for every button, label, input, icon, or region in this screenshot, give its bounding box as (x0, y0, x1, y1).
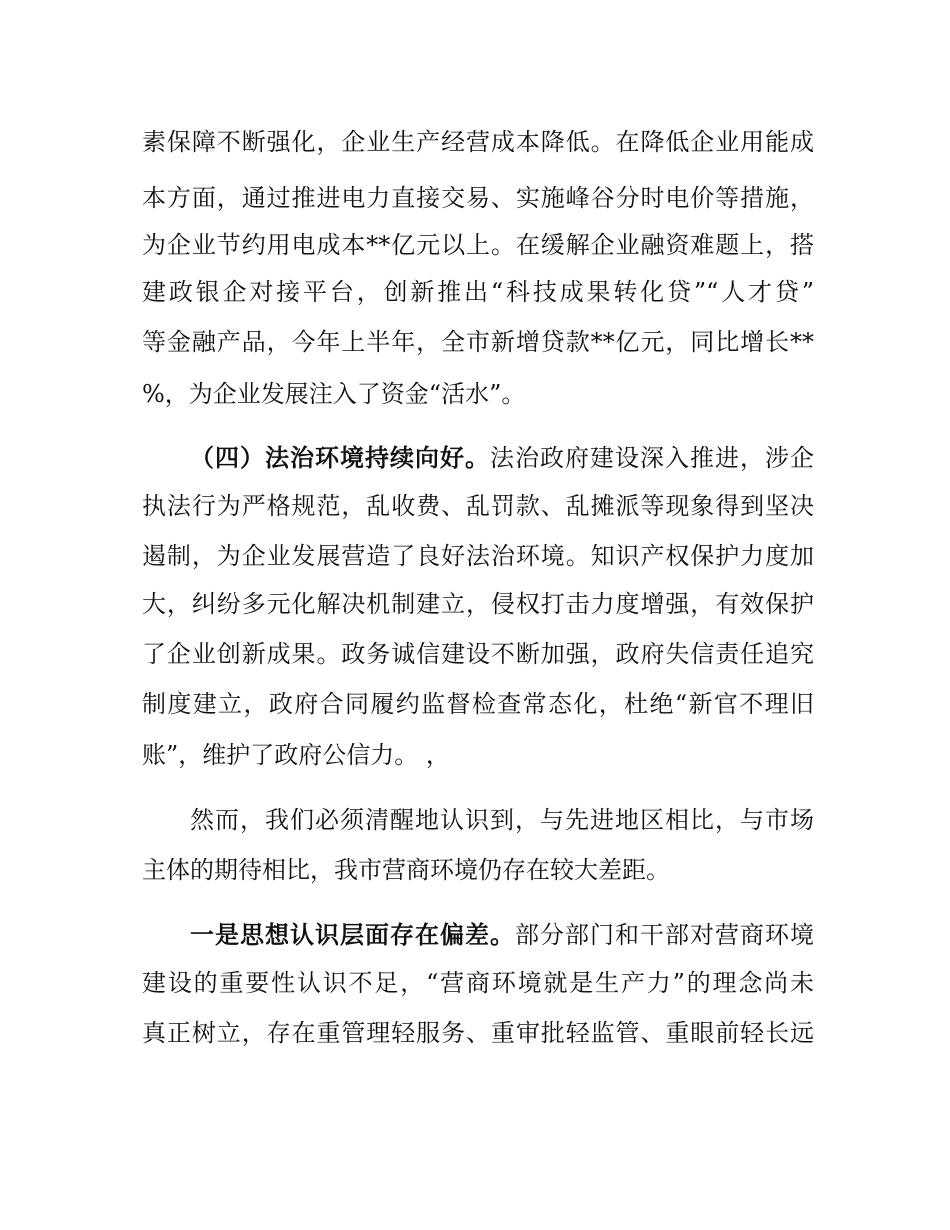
paragraph-line: 执法行为严格规范，乱收费、乱罚款、乱摊派等现象得到坚决 (142, 492, 814, 520)
paragraph-line: 主体的期待相比，我市营商环境仍存在较大差距。 (142, 856, 670, 884)
section-heading: 一是思想认识层面存在偏差。 (190, 921, 515, 949)
paragraph-line: 建设的重要性认识不足，“营商环境就是生产力”的理念尚未 (142, 969, 814, 997)
paragraph-line: 大，纠纷多元化解决机制建立，侵权打击力度增强，有效保护 (142, 590, 814, 618)
paragraph-line: 素保障不断强化，企业生产经营成本降低。在降低企业用能成 (142, 128, 814, 156)
heading-line-text: 部分部门和干部对营商环境 (515, 921, 814, 949)
heading-line-text: 法治政府建设深入推进，涉企 (490, 444, 814, 472)
paragraph-line: 真正树立，存在重管理轻服务、重审批轻监管、重眼前轻长远 (142, 1019, 814, 1047)
paragraph-line: 等金融产品，今年上半年，全市新增贷款**亿元，同比增长** (142, 328, 814, 356)
paragraph-line: 建政银企对接平台，创新推出“科技成果转化贷”“人才贷” (142, 278, 814, 306)
paragraph-line: 制度建立，政府合同履约监督检查常态化，杜绝“新官不理旧 (142, 690, 814, 718)
paragraph-line: 本方面，通过推进电力直接交易、实施峰谷分时电价等措施， (142, 184, 814, 212)
paragraph-first-line: 然而，我们必须清醒地认识到，与先进地区相比，与市场 (190, 806, 814, 834)
section-heading-line (190, 920, 814, 950)
section-heading: （四）法治环境持续向好。 (190, 444, 490, 472)
paragraph-line: 遏制，为企业发展营造了良好法治环境。知识产权保护力度加 (142, 542, 814, 570)
section-heading-line (190, 443, 814, 473)
paragraph-line: 账”，维护了政府公信力。 ， (142, 741, 450, 769)
paragraph-line: 为企业节约用电成本**亿元以上。在缓解企业融资难题上，搭 (142, 231, 814, 259)
paragraph-line: %，为企业发展注入了资金“活水”。 (142, 380, 526, 408)
paragraph-line: 了企业创新成果。政务诚信建设不断加强，政府失信责任追究 (142, 640, 814, 668)
